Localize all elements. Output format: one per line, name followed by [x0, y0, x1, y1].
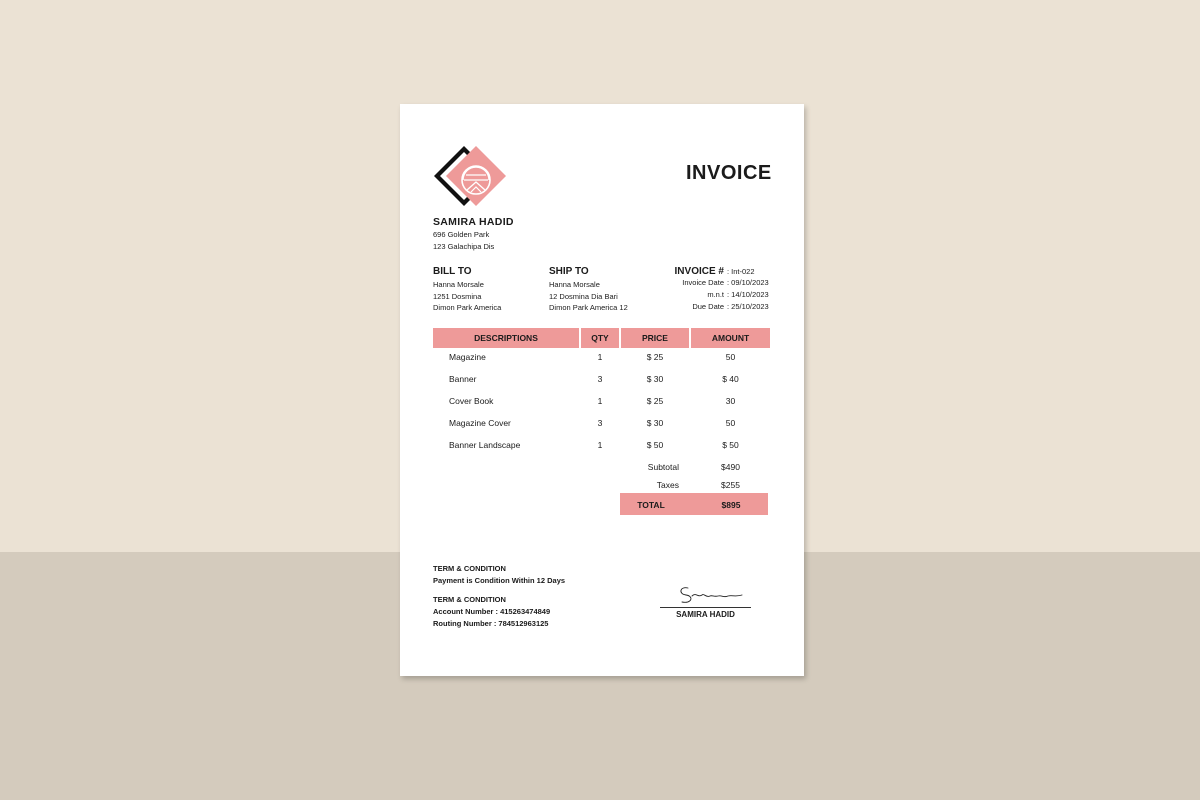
terms-title: TERM & CONDITION	[433, 564, 506, 573]
company-address	[433, 229, 494, 252]
signatory-name: SAMIRA HADID	[676, 610, 735, 619]
table-row	[433, 367, 770, 389]
signature-line	[660, 607, 751, 608]
item-amount: 50	[725, 418, 736, 428]
item-description: Banner	[449, 374, 477, 384]
total-row	[620, 493, 768, 515]
invoice-number-label: INVOICE #	[674, 266, 724, 277]
taxes-label: Taxes	[656, 480, 679, 490]
bill-to-address	[433, 279, 501, 314]
item-amount: 50	[725, 352, 736, 362]
taxes-value: $255	[721, 480, 740, 490]
due-date-row	[660, 302, 800, 314]
item-qty: 3	[597, 418, 603, 428]
table-row	[433, 345, 770, 367]
routing-number: Routing Number : 784512963125	[433, 619, 549, 628]
item-amount: $ 50	[722, 440, 739, 450]
mnt-date-value: : 14/10/2023	[727, 290, 769, 299]
item-amount: $ 40	[722, 374, 739, 384]
table-row	[433, 433, 770, 455]
item-price: $ 30	[646, 374, 664, 384]
invoice-date-row	[660, 278, 800, 290]
bill-to-line: Dimon Park America	[433, 303, 502, 312]
invoice-date-value: : 09/10/2023	[727, 278, 769, 287]
mnt-date-row	[660, 290, 800, 302]
due-date-value: : 25/10/2023	[727, 302, 769, 311]
invoice-meta	[660, 266, 800, 314]
mnt-date-label: m.n.t	[707, 290, 724, 299]
item-price: $ 25	[646, 352, 664, 362]
item-price: $ 50	[646, 440, 664, 450]
line-items-table	[433, 345, 770, 455]
company-logo-icon	[430, 142, 510, 216]
invoice-document	[400, 104, 804, 676]
bill-to-line: Hanna Morsale	[433, 280, 484, 289]
subtotal-row	[621, 458, 770, 476]
item-amount: 30	[725, 396, 736, 406]
table-row	[433, 411, 770, 433]
invoice-date-label: Invoice Date	[682, 278, 724, 287]
ship-to-line: 12 Dosmina Dia Bari	[549, 291, 618, 301]
handwritten-signature	[670, 582, 750, 606]
subtotal-value: $490	[721, 462, 740, 472]
item-description: Cover Book	[449, 396, 494, 406]
company-address-line1: 696 Golden Park	[433, 230, 490, 239]
total-label: TOTAL	[637, 500, 665, 510]
table-header-descriptions: DESCRIPTIONS	[433, 328, 579, 348]
item-qty: 1	[597, 352, 603, 362]
taxes-row	[621, 476, 770, 494]
item-qty: 3	[597, 374, 603, 384]
item-price: $ 30	[646, 418, 664, 428]
ship-to-title: SHIP TO	[549, 266, 589, 277]
table-row	[433, 389, 770, 411]
ship-to-address	[549, 279, 628, 314]
company-address-line2: 123 Galachipa Dis	[433, 241, 495, 251]
due-date-label: Due Date	[692, 302, 724, 311]
account-number: Account Number : 415263474849	[433, 607, 551, 616]
invoice-number-value: : Int-022	[727, 267, 755, 276]
item-description: Banner Landscape	[449, 440, 521, 450]
item-price: $ 25	[646, 396, 664, 406]
subtotal-label: Subtotal	[647, 462, 679, 472]
item-qty: 1	[597, 396, 603, 406]
invoice-title: INVOICE	[686, 162, 772, 184]
item-qty: 1	[597, 440, 603, 450]
table-header-price: PRICE	[621, 328, 689, 348]
bill-to-title: BILL TO	[433, 266, 472, 277]
invoice-number-row	[660, 266, 800, 278]
table-header-qty: QTY	[581, 328, 619, 348]
item-description: Magazine	[449, 352, 486, 362]
payment-terms: Payment is Condition Within 12 Days	[433, 576, 566, 585]
item-description: Magazine Cover	[449, 418, 511, 428]
ship-to-line: Dimon Park America 12	[549, 303, 628, 312]
terms-title-2: TERM & CONDITION	[433, 595, 506, 604]
company-name: SAMIRA HADID	[433, 216, 514, 228]
table-header-amount: AMOUNT	[691, 328, 770, 348]
total-value: $895	[721, 500, 741, 510]
bill-to-line: 1251 Dosmina	[433, 291, 482, 301]
ship-to-line: Hanna Morsale	[549, 280, 600, 289]
